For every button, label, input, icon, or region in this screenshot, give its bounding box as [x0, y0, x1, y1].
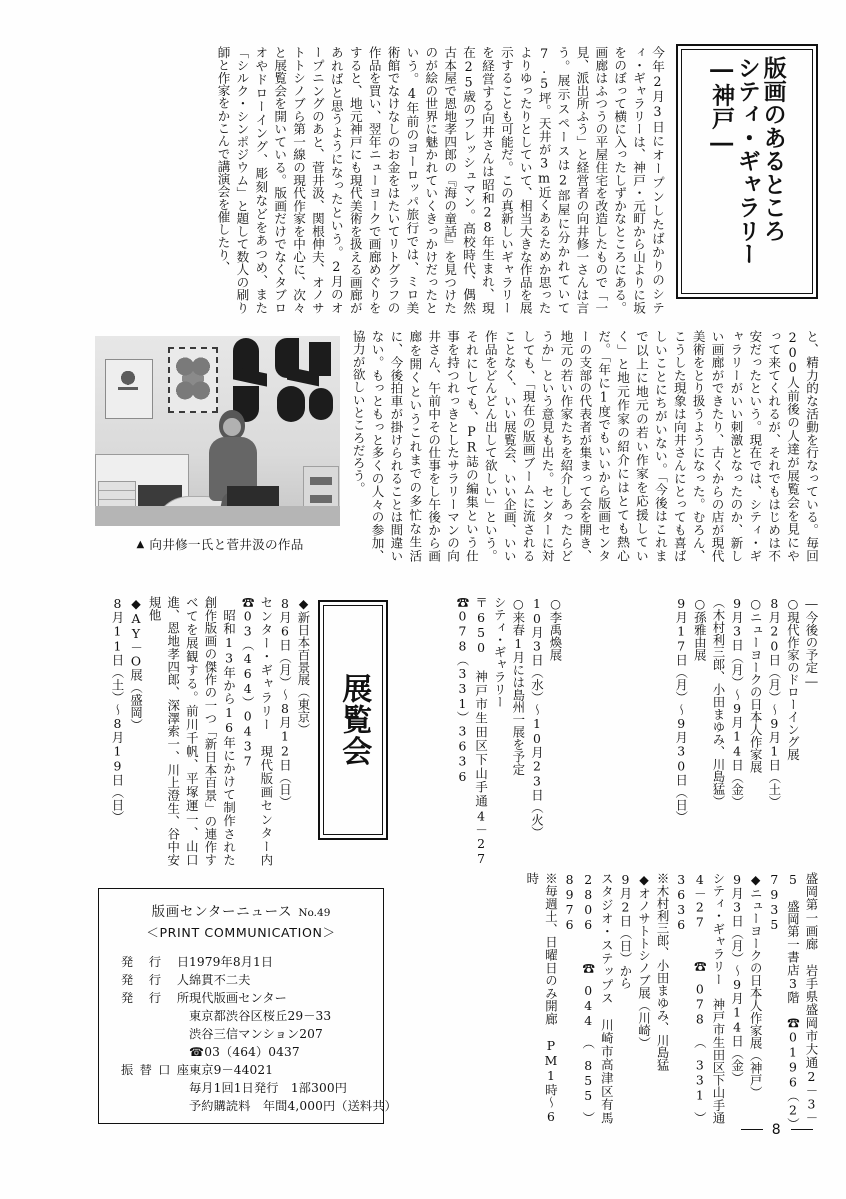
- listing-line: シティ・ギャラリー 神戸市生田区下山手通4－27 ☎078（331）3636: [673, 872, 726, 1124]
- listing-line: 〒650 神戸市生田区下山手通4－27 ☎078（331）3636: [454, 596, 489, 879]
- colophon-row: [109, 1097, 397, 1114]
- listing-line: ◆オノサトトシノブ展（川崎）: [636, 872, 652, 1049]
- listing-line: 9月2日（日）から: [617, 872, 633, 990]
- listing-line: 8月6日（月）～8月12日（日）: [277, 596, 293, 809]
- colophon-row-label: 発 行 日: [121, 955, 189, 969]
- page-number-dash-right: [791, 1129, 813, 1131]
- article-paragraph-2: この真新しいギャラリーを経営する向井さんは昭和28年生まれ、現在25歳のフレッシュマン。高校時代、偶然古本屋で恩地孝四郎の『海の童話』を見つけたのが絵の世界に魅かれていくきっかけだったという。4年前のヨーロッパ旅行では、ミロ美術館でなけなしのお金をはたいてリトグラフの作品を買い、翌年ニューヨークで画廊めぐりをすると、地元神戸にも現代美術を扱える画廊があればと思うようになったという。: [328, 46, 514, 314]
- page-number-value: 8: [771, 1122, 783, 1138]
- listing-line: ◆ニューヨークの日本人作家展（神戸）: [748, 872, 764, 1099]
- colophon-row-value: 東京9－44021: [189, 1063, 274, 1077]
- listing-line: 8月20日（月）～9月1日（土）: [766, 596, 782, 809]
- photo-caption-text: 向井修一氏と菅井汲の作品: [149, 537, 304, 552]
- colophon-row-value: 東京都渋谷区桜丘29－33: [189, 1009, 332, 1023]
- colophon-title: 版画センターニュース: [151, 905, 293, 920]
- gallery-interior-photo: [95, 336, 340, 526]
- listing-line: スタジオ・ステップス 川崎市高津区有馬2806 ☎044（855）8976: [562, 872, 615, 1124]
- listing-line: ○李禹煥展: [548, 596, 563, 661]
- listing-line: （木村利三郎、小田まゆみ、川島猛）: [710, 596, 726, 808]
- colophon-row: [109, 971, 373, 988]
- exhibition-listing-left: [66, 596, 312, 879]
- listing-line: ○孫雅由展: [692, 596, 708, 661]
- colophon-row-value: 現代版画センター: [189, 991, 287, 1005]
- colophon-heading: [109, 901, 373, 920]
- photo-shape-a2: [233, 366, 267, 386]
- article-title-line2: シティ・ギャラリー: [733, 56, 761, 266]
- listing-line: 9月3日（月）～9月14日（金）: [729, 872, 745, 1085]
- article-title-line1: 版画のあるところ: [759, 56, 787, 242]
- listing-line: ※毎週土、日曜日のみ開廊 PM1時～6時: [524, 872, 559, 1124]
- photo-caption: [95, 534, 345, 553]
- photo-framed-print-left: [105, 359, 153, 419]
- photo-floor: [95, 506, 340, 526]
- photo-shape-f: [309, 388, 333, 420]
- colophon-row-label: 振 替 口 座: [121, 1063, 189, 1077]
- exhibition-listing-right: [566, 596, 820, 866]
- exhibition-listing-bottom: [478, 872, 820, 1124]
- listing-line: ◆AY－O展（盛岡）: [128, 596, 144, 731]
- listing-line: 9月17日（月）～9月30日（日）: [673, 596, 689, 824]
- colophon-row-value: 1979年8月1日: [189, 955, 274, 969]
- listing-line: ○ニューヨークの日本人作家展: [748, 596, 764, 773]
- colophon-row: [109, 953, 373, 970]
- colophon-row: [109, 1007, 373, 1024]
- triangle-marker-icon: ▲: [136, 539, 145, 550]
- photo-framed-print-center: [168, 347, 218, 413]
- listing-line: 昭和13年から16年にかけて制作された創作版画の傑作の一つ「新日本百景」の連作すべてを展観する。前川千帆、平塚運一、山口進、恩地孝四郎、深澤索一、川上澄生、谷中安規他: [147, 596, 237, 866]
- colophon-box: [98, 888, 397, 1124]
- photo-print-dots: [175, 354, 211, 406]
- colophon-row-value: 毎月1回1日発行 1部300円: [189, 1081, 348, 1095]
- article-paragraph-3: 2月のオープニングのあと、菅井汲、関根伸夫、オノサトトシノブら第一線の現代作家を中心に、次々と展覧会を開いている。版画だけでなくタブロオやドローイング、彫刻などをあつめ、また「シルク・シンポジウム」と題して数人の刷り師と作家をかこんで講演会を催したり、: [215, 46, 344, 314]
- article-paragraph-5: 「今後はこれまで以上に地元の若い作家を応援していく」と地元作家の紹介にはとても熱心だ。「年に1度でもいいから版画センターの支部の代表者が集まって会を開き、地元の若い作家たちを紹介しあったらどうか」という意見も出た。センターに対しても、「現在の版画ブームに流されることなく、いい展覧会、いい企画、いい作品をどんどん出して欲しい」という。それにしても、PR誌の編集という仕事を持つれっきとしたサラリーマンの向井さん、午前中その仕事をし午後から画廊を開くというこれまでの多忙な生活に、今後拍車が掛けられることは間違いない。もっともっと多くの人々の参加、協力が欲しいところだろう。: [350, 330, 668, 562]
- article-title-line3: ―神戸―: [708, 56, 736, 157]
- colophon-detail-rows: [109, 953, 397, 1114]
- listing-line: 9月3日（月）～9月14日（金）: [729, 596, 745, 809]
- article-body-middle: [352, 330, 820, 562]
- listing-line: シティ・ギャラリー: [492, 596, 508, 709]
- colophon-row: [109, 1025, 373, 1042]
- article-body-top: [66, 46, 666, 314]
- colophon-row-label: 発 行 人: [121, 973, 189, 987]
- colophon-subheading: ＜PRINT COMMUNICATION＞: [146, 925, 336, 940]
- listing-line: ―今後の予定―: [804, 596, 819, 689]
- listing-line: 10月3日（水）～10月23日（火）: [529, 596, 545, 839]
- article-title-box: [676, 44, 818, 299]
- exhibition-heading-inner-border: [323, 605, 383, 835]
- photo-bench: [227, 486, 279, 508]
- colophon-row: [109, 1061, 373, 1078]
- colophon-row-value: ☎03（464）0437: [189, 1045, 300, 1059]
- listing-line: 8月11日（土）～8月19日（日）: [109, 596, 125, 824]
- article-title-inner-border: [681, 49, 813, 294]
- article-paragraph-4: と、精力的な活動を行なっている。毎回200人前後の人達が展覧会を見にやって来てくれるが、それでもはじめは不安だったという。現在では、シティ・ギャラリーがいい刺激となったのか、新しい画廊ができたり、古くからの店が現代美術をとり扱うようになった。むろん、こうした現象は向井さんにとっても喜ばしいことにちがいない。: [652, 330, 819, 562]
- photo-shape-d: [277, 386, 305, 422]
- colophon-row: [109, 989, 373, 1006]
- colophon-row-value: 渋谷三信マンション207: [189, 1027, 323, 1041]
- listing-line: ◆新日本百景展（東京）: [296, 596, 311, 736]
- colophon-row-value: 予約購読料 年間4,000円（送料共）: [189, 1099, 397, 1113]
- exhibition-section-heading-box: [318, 600, 388, 840]
- listing-line: センター・ギャラリー 現代版画センター内 ☎03（464）0437: [240, 596, 274, 879]
- listing-line: ○来春1月には島州一展を予定: [510, 596, 526, 776]
- listing-line: 盛岡第一画廊 岩手県盛岡市大通2－3－5 盛岡第一書店3階 ☎0196（2）7935: [766, 872, 819, 1124]
- listing-line: ※木村利三郎、小田まゆみ、川島猛: [655, 872, 671, 1072]
- page-number-dash-left: [741, 1129, 763, 1131]
- colophon-row-value: 綿貫不二夫: [189, 973, 251, 987]
- exhibition-listing-middle: [414, 596, 564, 879]
- colophon-row: [109, 1043, 373, 1060]
- photo-shape-e: [309, 342, 331, 376]
- article-paragraph-1: 今年2月3日にオープンしたばかりのシティ・ギャラリーは、神戸・元町から山よりに坂をのぼって横に入ったしずかなところにある。画廊はふつうの平屋住宅を改造したもので「一見、派出所ふう」と経営者の向井修一さんは言う。展示スペースは2部屋に分かれていて7.5坪。天井が3m近くあるためか思ったよりゆったりとしていて、相当大きな作品を展示することも可能だ。: [498, 46, 665, 314]
- article-photo: [95, 336, 340, 526]
- page-number: [718, 1122, 836, 1138]
- photo-person-face: [223, 418, 241, 436]
- colophon-row: [109, 1079, 373, 1096]
- listing-line: ○現代作家のドローイング展: [785, 596, 801, 761]
- colophon-issue-number: No.49: [298, 907, 331, 919]
- colophon-row-label: 発 行 所: [121, 991, 189, 1005]
- exhibition-heading-text: 展覧会: [336, 673, 372, 767]
- article-title-text: [708, 56, 785, 288]
